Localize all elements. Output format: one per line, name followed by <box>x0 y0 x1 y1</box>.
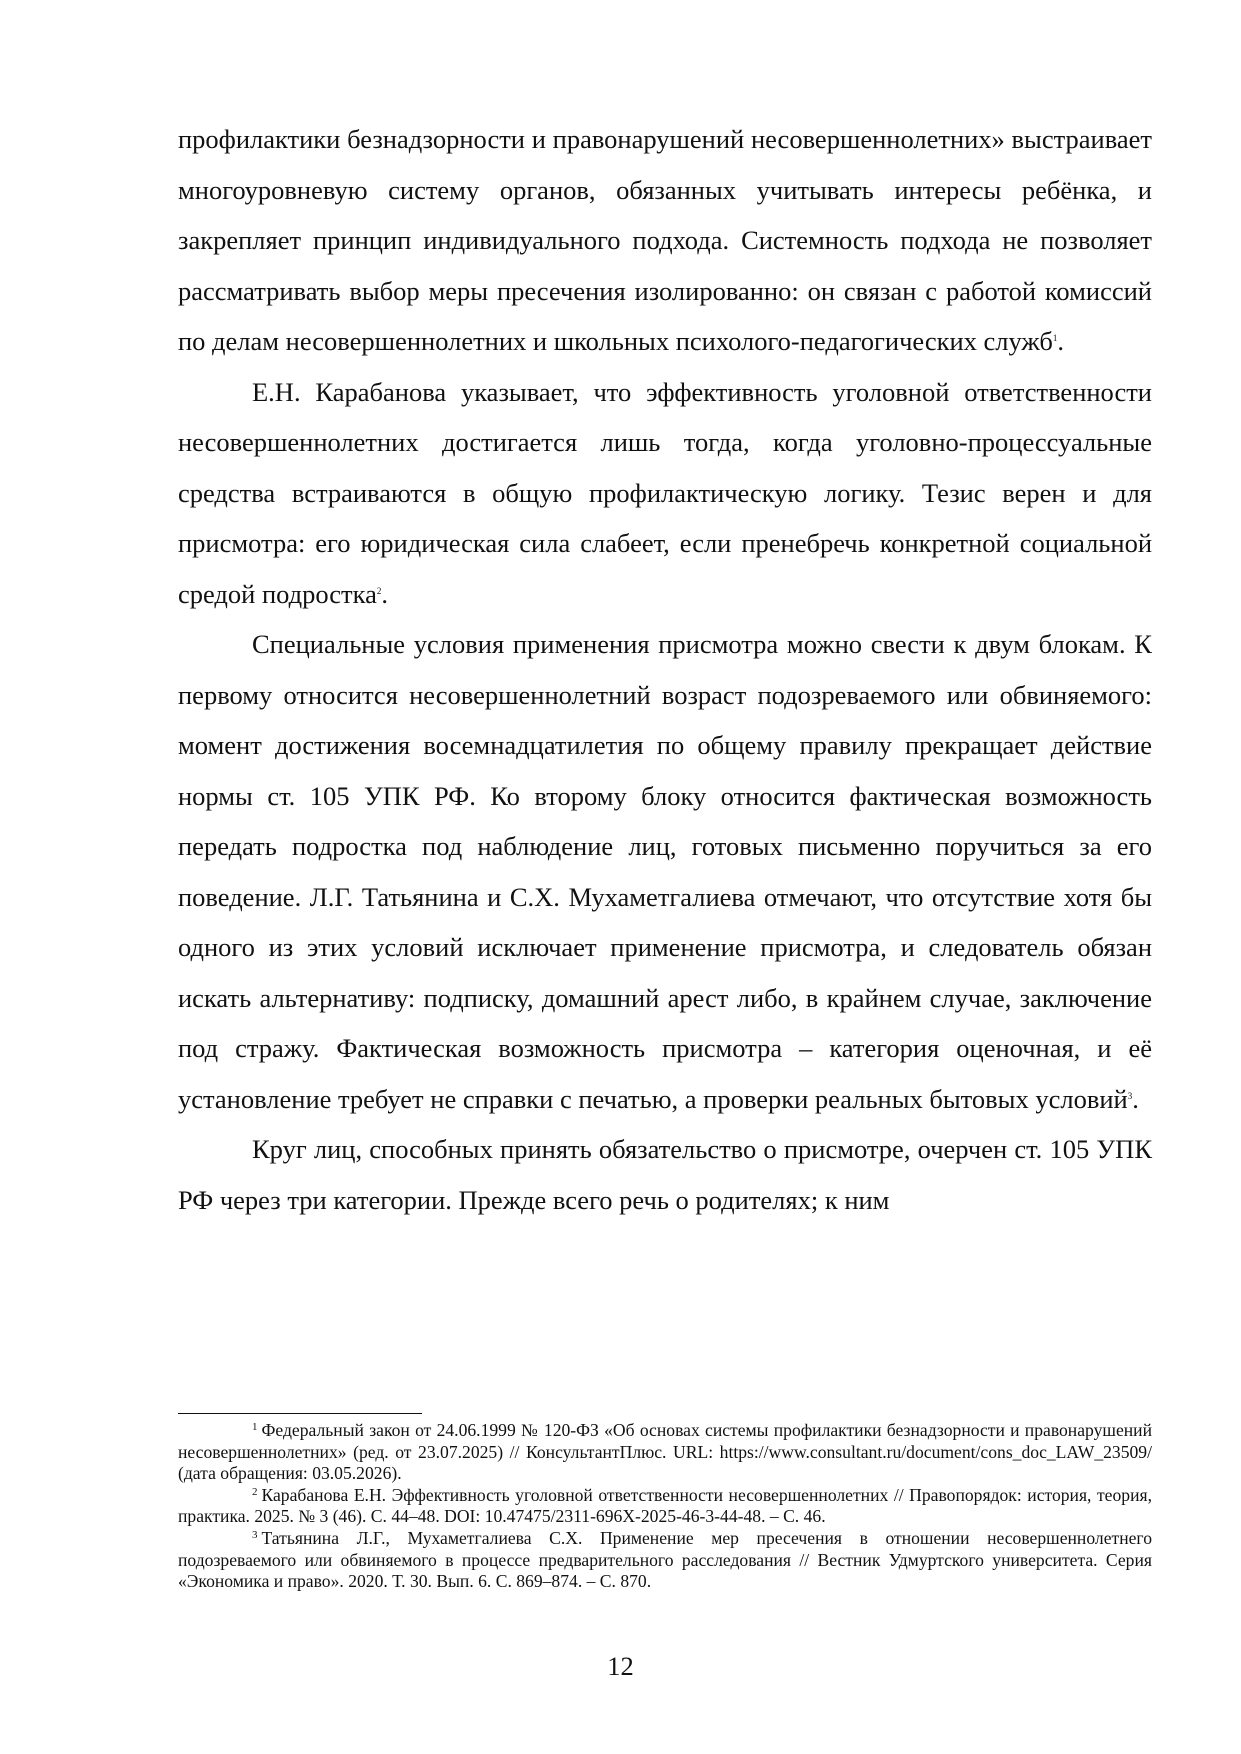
footnote-number: 1 <box>252 1421 258 1433</box>
footnote-text: Татьянина Л.Г., Мухаметгалиева С.Х. Применение мер пресечения в отношении несовершеннолетнего подозреваемого или обвиняемого в процессе предварительного расследования // Вестник Удмуртского университета. Серия «Экономика и право». 2020. Т. 30. Вып. 6. С. 869–874. – С. 870. <box>178 1527 1152 1592</box>
body-text <box>178 114 1152 1225</box>
footnote-separator <box>178 1413 422 1414</box>
footnote-1 <box>178 1420 1152 1485</box>
paragraph-end: . <box>1132 1083 1139 1114</box>
paragraph-text: Круг лиц, способных принять обязательство о присмотре, очерчен ст. 105 УПК РФ через три категории. Прежде всего речь о родителях; к ним <box>178 1134 1152 1215</box>
footnote-text: Карабанова Е.Н. Эффективность уголовной ответственности несовершеннолетних // Правопорядок: история, теория, практика. 2025. № 3 (46). С. 44–48. DOI: 10.47475/2311-696X-2025-46-3-44-48. – С. 46. <box>178 1484 1152 1527</box>
footnote-2 <box>178 1485 1152 1528</box>
paragraph-karabanova <box>178 367 1152 620</box>
footnote-3 <box>178 1528 1152 1593</box>
page-number: 12 <box>607 1651 634 1681</box>
footnote-reference[interactable]: 3 <box>1127 1090 1133 1101</box>
footnote-reference[interactable]: 1 <box>1052 333 1058 343</box>
footnote-number: 3 <box>252 1528 258 1541</box>
footnote-number: 2 <box>252 1485 258 1498</box>
footnote-reference[interactable]: 2 <box>376 585 382 596</box>
paragraph-text: Специальные условия применения присмотра можно свести к двум блокам. К первому относится несовершеннолетний возраст подозреваемого или обвиняемого: момент достижения восемнадцатилетия по общему правилу прекращает действие нормы ст. 105 УПК РФ. Ко второму блоку относится фактическая возможность передать подростка под наблюдение лиц, готовых письменно поручиться за его поведение. Л.Г. Татьянина и С.Х. Мухаметгалиева отмечают, что отсутствие хотя бы одного из этих условий исключает применение присмотра, и следователь обязан искать альтернативу: подписку, домашний арест либо, в крайнем случае, заключение под стражу. Фактическая возможность присмотра – категория оценочная, и её установление требует не справки с печатью, а проверки реальных бытовых условий <box>178 629 1152 1114</box>
paragraph-circle-of-persons <box>178 1124 1152 1225</box>
paragraph-continuation <box>178 114 1152 367</box>
paragraph-end: . <box>381 578 388 609</box>
paragraph-special-conditions <box>178 619 1152 1124</box>
footnotes <box>178 1420 1152 1593</box>
paragraph-text: профилактики безнадзорности и правонарушений несовершеннолетних» выстраивает многоуровневую систему органов, обязанных учитывать интересы ребёнка, и закрепляет принцип индивидуального подхода. Системность подхода не позволяет рассматривать выбор меры пресечения изолированно: он связан с работой комиссий по делам несовершеннолетних и школьных психолого-педагогических служб <box>178 124 1152 356</box>
paragraph-end: . <box>1057 326 1064 356</box>
footnote-text: Федеральный закон от 24.06.1999 № 120-ФЗ «Об основах системы профилактики безнадзорности и правонарушений несовершеннолетних» (ред. от 23.07.2025) // КонсультантПлюс. URL: https://www.consultant.ru/document/cons_doc_LAW_23509/ (дата обращения: 03.05.2026). <box>178 1420 1152 1484</box>
paragraph-text: Е.Н. Карабанова указывает, что эффективность уголовной ответственности несовершеннолетних достигается лишь тогда, когда уголовно-процессуальные средства встраиваются в общую профилактическую логику. Тезис верен и для присмотра: его юридическая сила слабеет, если пренебречь конкретной социальной средой подростка <box>178 376 1152 609</box>
